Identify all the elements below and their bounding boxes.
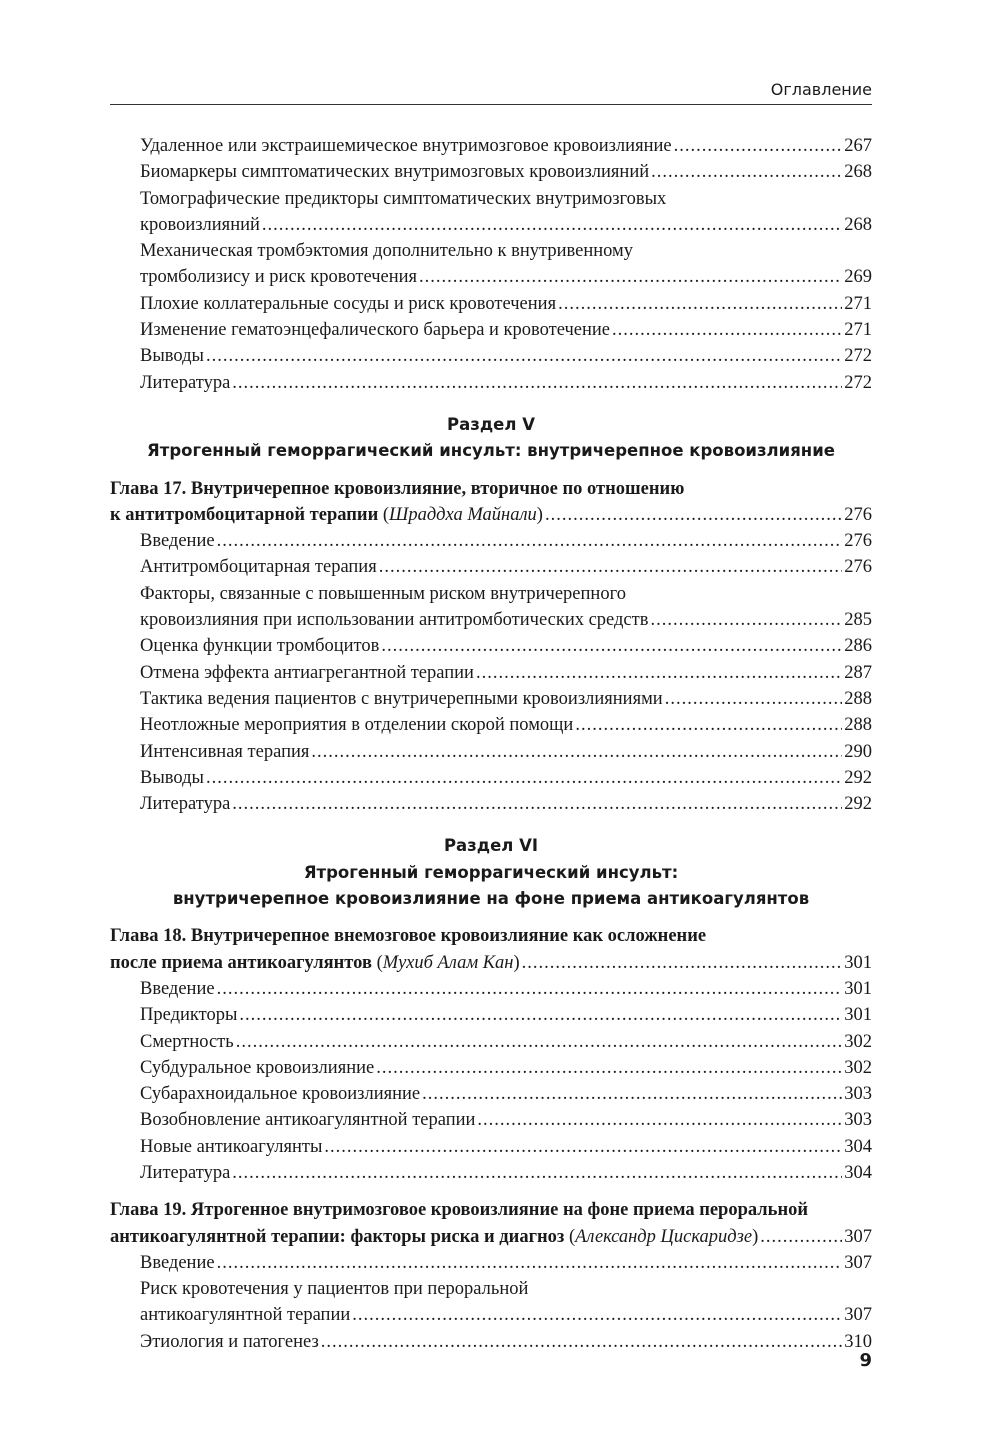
- toc-line: [110, 923, 872, 949]
- toc-item[interactable]: [110, 186, 872, 239]
- toc-page-number[interactable]: 272: [844, 372, 872, 393]
- toc-page-number[interactable]: 301: [844, 1005, 872, 1026]
- toc-entry-title[interactable]: кровоизлияний: [140, 214, 260, 235]
- toc-line: [140, 1134, 872, 1160]
- toc-item[interactable]: [110, 1160, 872, 1186]
- dot-leader: [575, 712, 842, 738]
- section-heading: [110, 833, 872, 912]
- toc-chapter[interactable]: [110, 1197, 872, 1250]
- toc-entry-title[interactable]: кровоизлияния при использовании антитромботических средств: [140, 610, 649, 631]
- toc-item[interactable]: [110, 791, 872, 817]
- toc-item[interactable]: [110, 238, 872, 291]
- dot-leader: [236, 1029, 843, 1055]
- toc-line: [140, 528, 872, 554]
- toc-entry-title[interactable]: антикоагулянтной терапии: [140, 1305, 351, 1326]
- running-header: [110, 78, 872, 105]
- toc-entry-title[interactable]: Литература: [140, 794, 231, 815]
- toc-item[interactable]: [110, 739, 872, 765]
- toc-entry-title[interactable]: Томографические предикторы симптоматических внутримозговых: [140, 188, 667, 209]
- toc-page-number[interactable]: 307: [844, 1252, 872, 1273]
- toc-entry-title[interactable]: Возобновление антикоагулянтной терапии: [140, 1110, 476, 1131]
- toc-page-number[interactable]: 303: [844, 1110, 872, 1131]
- toc-page-number[interactable]: 276: [844, 504, 872, 525]
- toc-line: [140, 370, 872, 396]
- section-heading-line: Раздел V: [447, 414, 535, 434]
- toc-item[interactable]: [110, 554, 872, 580]
- toc-line: [140, 159, 872, 185]
- toc-page-number[interactable]: 288: [844, 688, 872, 709]
- toc-page-number[interactable]: 267: [844, 136, 872, 156]
- toc-item[interactable]: [110, 581, 872, 634]
- dot-leader: [379, 554, 843, 580]
- toc-entry-title[interactable]: Биомаркеры симптоматических внутримозговых кровоизлияний: [140, 162, 650, 183]
- toc-entry-title[interactable]: Отмена эффекта антиагрегантной терапии: [140, 662, 474, 683]
- toc-line: [140, 554, 872, 580]
- dot-leader: [217, 528, 843, 554]
- dot-leader: [419, 264, 842, 290]
- toc-entry-title[interactable]: Факторы, связанные с повышенным риском внутричерепного: [140, 583, 626, 604]
- toc-entry-title[interactable]: к антитромбоцитарной терапии: [110, 504, 379, 525]
- toc-line: [140, 1081, 872, 1107]
- toc-entry-title[interactable]: Субарахноидальное кровоизлияние: [140, 1084, 421, 1105]
- toc-page-number[interactable]: 301: [844, 952, 872, 973]
- dot-leader: [650, 607, 842, 633]
- toc-page-number[interactable]: 307: [844, 1305, 872, 1326]
- dot-leader: [232, 1160, 842, 1186]
- toc-page-number[interactable]: 276: [844, 557, 872, 578]
- toc-page-number[interactable]: 292: [844, 794, 872, 815]
- toc-line: [140, 607, 872, 633]
- toc-entry-title[interactable]: Литература: [140, 372, 231, 393]
- toc-item[interactable]: [110, 686, 872, 712]
- dot-leader: [381, 633, 842, 659]
- toc-item[interactable]: [110, 370, 872, 396]
- toc-page-number[interactable]: 272: [844, 346, 872, 367]
- toc-line: [140, 317, 872, 343]
- toc-page-number[interactable]: 268: [844, 214, 872, 235]
- toc-item[interactable]: [110, 291, 872, 317]
- toc-entry-title[interactable]: Оценка функции тромбоцитов: [140, 636, 380, 657]
- toc-line: [140, 291, 872, 317]
- section-heading-line: Ятрогенный геморрагический инсульт: внутричерепное кровоизлияние: [147, 441, 835, 461]
- dot-leader: [217, 976, 843, 1002]
- dot-leader: [674, 133, 843, 159]
- toc-line: [140, 1002, 872, 1028]
- toc-page-number[interactable]: 303: [844, 1084, 872, 1105]
- toc-item[interactable]: [110, 765, 872, 791]
- toc-line: [140, 1276, 872, 1302]
- toc-item[interactable]: [110, 343, 872, 369]
- toc-entry-title[interactable]: Введение: [140, 1252, 215, 1273]
- dot-leader: [206, 765, 842, 791]
- toc-entry-title[interactable]: после приема антикоагулянтов: [110, 952, 372, 973]
- toc-line: [110, 476, 872, 502]
- toc-page-number[interactable]: 292: [844, 767, 872, 788]
- toc-line: [140, 1107, 872, 1133]
- toc-line: [140, 343, 872, 369]
- toc-line: [140, 133, 872, 159]
- toc-entry-title[interactable]: Интенсивная терапия: [140, 741, 310, 762]
- toc-line: [110, 1224, 872, 1250]
- toc-item[interactable]: [110, 1134, 872, 1160]
- toc-author: Шраддха Майнали: [389, 504, 537, 525]
- toc-page-number[interactable]: 287: [844, 662, 872, 683]
- author-paren: (: [371, 952, 383, 973]
- toc-line: [140, 739, 872, 765]
- toc-line: [140, 633, 872, 659]
- toc-item[interactable]: [110, 1029, 872, 1055]
- toc-page-number[interactable]: 290: [844, 741, 872, 762]
- toc-page-number[interactable]: 304: [844, 1162, 872, 1183]
- toc-entry-title[interactable]: антикоагулянтной терапии: факторы риска и диагноз: [110, 1226, 565, 1247]
- toc-entry-title[interactable]: Глава 17. Внутричерепное кровоизлияние, вторичное по отношению: [110, 478, 685, 499]
- toc-item[interactable]: [110, 1055, 872, 1081]
- toc-entry-title[interactable]: Введение: [140, 978, 215, 999]
- dot-leader: [352, 1302, 842, 1328]
- running-header-title: Оглавление: [770, 80, 872, 99]
- toc-entry-title[interactable]: Изменение гематоэнцефалического барьера и кровотечение: [140, 320, 611, 341]
- dot-leader: [311, 739, 842, 765]
- toc-line: [110, 950, 872, 976]
- toc-page-number[interactable]: 304: [844, 1136, 872, 1157]
- toc-line: [140, 1055, 872, 1081]
- toc-entry-title[interactable]: Антитромбоцитарная терапия: [140, 557, 377, 578]
- toc-page-number[interactable]: 271: [844, 293, 872, 314]
- toc-page-number[interactable]: 276: [844, 531, 872, 552]
- toc-item[interactable]: [110, 1081, 872, 1107]
- dot-leader: [239, 1002, 842, 1028]
- dot-leader: [665, 686, 843, 712]
- dot-leader: [232, 791, 842, 817]
- toc-entry-title[interactable]: Глава 19. Ятрогенное внутримозговое кровоизлияние на фоне приема пероральной: [110, 1200, 809, 1221]
- toc-page-number[interactable]: 285: [844, 610, 872, 631]
- dot-leader: [477, 1107, 842, 1133]
- toc-entry-title[interactable]: Этиология и патогенез: [140, 1331, 319, 1352]
- toc-item[interactable]: [110, 1107, 872, 1133]
- toc-entry-title[interactable]: Удаленное или экстраишемическое внутримозговое кровоизлияние: [140, 136, 672, 156]
- toc-entry-title[interactable]: Механическая тромбэктомия дополнительно к внутривенному: [140, 241, 633, 262]
- toc-item[interactable]: [110, 133, 872, 159]
- toc-entry-title[interactable]: Глава 18. Внутричерепное внемозговое кровоизлияние как осложнение: [110, 926, 707, 947]
- toc-line: [140, 264, 872, 290]
- toc-line: [110, 1197, 872, 1223]
- dot-leader: [651, 159, 842, 185]
- toc-entry-title[interactable]: Литература: [140, 1162, 231, 1183]
- toc-item[interactable]: [110, 1002, 872, 1028]
- toc-page-number[interactable]: 307: [844, 1226, 872, 1247]
- toc-line: [110, 502, 872, 528]
- dot-leader: [522, 950, 843, 976]
- toc-line: [140, 1029, 872, 1055]
- toc-line: [140, 1250, 872, 1276]
- toc-page-number[interactable]: 310: [844, 1331, 872, 1352]
- toc-page-number[interactable]: 269: [844, 267, 872, 288]
- toc-line: [140, 1160, 872, 1186]
- toc-chapter[interactable]: [110, 923, 872, 976]
- toc-entry-title[interactable]: тромболизису и риск кровотечения: [140, 267, 418, 288]
- dot-leader: [217, 1250, 843, 1276]
- toc-author: Александр Цискаридзе: [575, 1226, 753, 1247]
- toc-entry-title[interactable]: Плохие коллатеральные сосуды и риск кровотечения: [140, 293, 557, 314]
- dot-leader: [321, 1329, 842, 1355]
- toc-chapter[interactable]: [110, 476, 872, 529]
- section-heading-line: Раздел VI: [443, 836, 539, 856]
- section-heading-line: внутричерепное кровоизлияние на фоне приема антикоагулянтов: [172, 889, 810, 909]
- toc-line: [140, 581, 872, 607]
- author-paren: ): [513, 952, 520, 973]
- toc-entry-title[interactable]: Риск кровотечения у пациентов при пероральной: [140, 1279, 529, 1300]
- toc-page-number[interactable]: 271: [844, 320, 872, 341]
- table-of-contents: [110, 133, 872, 1355]
- toc-line: [140, 1329, 872, 1355]
- dot-leader: [262, 212, 842, 238]
- toc-line: [140, 238, 872, 264]
- toc-page-number[interactable]: 302: [844, 1031, 872, 1052]
- toc-line: [140, 212, 872, 238]
- author-paren: ): [536, 504, 543, 525]
- dot-leader: [558, 291, 842, 317]
- toc-line: [140, 976, 872, 1002]
- toc-entry-title[interactable]: Выводы: [140, 767, 204, 788]
- toc-entry-title[interactable]: Выводы: [140, 346, 204, 367]
- toc-item[interactable]: [110, 712, 872, 738]
- toc-page-number[interactable]: 288: [844, 715, 872, 736]
- toc-line: [140, 660, 872, 686]
- toc-item[interactable]: [110, 1250, 872, 1276]
- toc-item[interactable]: [110, 317, 872, 343]
- author-paren: (: [564, 1226, 576, 1247]
- toc-entry-title[interactable]: Предикторы: [140, 1005, 238, 1026]
- dot-leader: [376, 1055, 842, 1081]
- toc-line: [140, 712, 872, 738]
- toc-entry-title[interactable]: Введение: [140, 531, 215, 552]
- toc-item[interactable]: [110, 660, 872, 686]
- toc-entry-title[interactable]: Субдуральное кровоизлияние: [140, 1057, 375, 1078]
- toc-item[interactable]: [110, 1276, 872, 1329]
- toc-author: Мухиб Алам Кан: [382, 952, 514, 973]
- dot-leader: [422, 1081, 842, 1107]
- author-paren: ): [752, 1226, 759, 1247]
- toc-line: [140, 186, 872, 212]
- toc-entry-title[interactable]: Смертность: [140, 1031, 234, 1052]
- toc-line: [140, 791, 872, 817]
- toc-item[interactable]: [110, 528, 872, 554]
- toc-page-number[interactable]: 302: [844, 1057, 872, 1078]
- dot-leader: [545, 502, 842, 528]
- toc-entry-title[interactable]: Новые антикоагулянты: [140, 1136, 323, 1157]
- section-heading-line: Ятрогенный геморрагический инсульт:: [303, 862, 679, 882]
- dot-leader: [206, 343, 842, 369]
- author-paren: (: [378, 504, 390, 525]
- toc-entry-title[interactable]: Тактика ведения пациентов с внутричерепными кровоизлияниями: [140, 688, 663, 709]
- toc-entry-title[interactable]: Неотложные мероприятия в отделении скорой помощи: [140, 715, 574, 736]
- dot-leader: [324, 1134, 842, 1160]
- dot-leader: [476, 660, 842, 686]
- toc-line: [140, 686, 872, 712]
- toc-item[interactable]: [110, 1329, 872, 1355]
- dot-leader: [232, 370, 842, 396]
- section-heading: [110, 412, 872, 465]
- toc-line: [140, 765, 872, 791]
- toc-page-number[interactable]: 268: [844, 162, 872, 183]
- toc-item[interactable]: [110, 976, 872, 1002]
- toc-item[interactable]: [110, 633, 872, 659]
- dot-leader: [612, 317, 842, 343]
- toc-page-number[interactable]: 286: [844, 636, 872, 657]
- toc-item[interactable]: [110, 159, 872, 185]
- page-number: 9: [859, 1350, 872, 1371]
- toc-page-number[interactable]: 301: [844, 978, 872, 999]
- toc-line: [140, 1302, 872, 1328]
- dot-leader: [760, 1224, 842, 1250]
